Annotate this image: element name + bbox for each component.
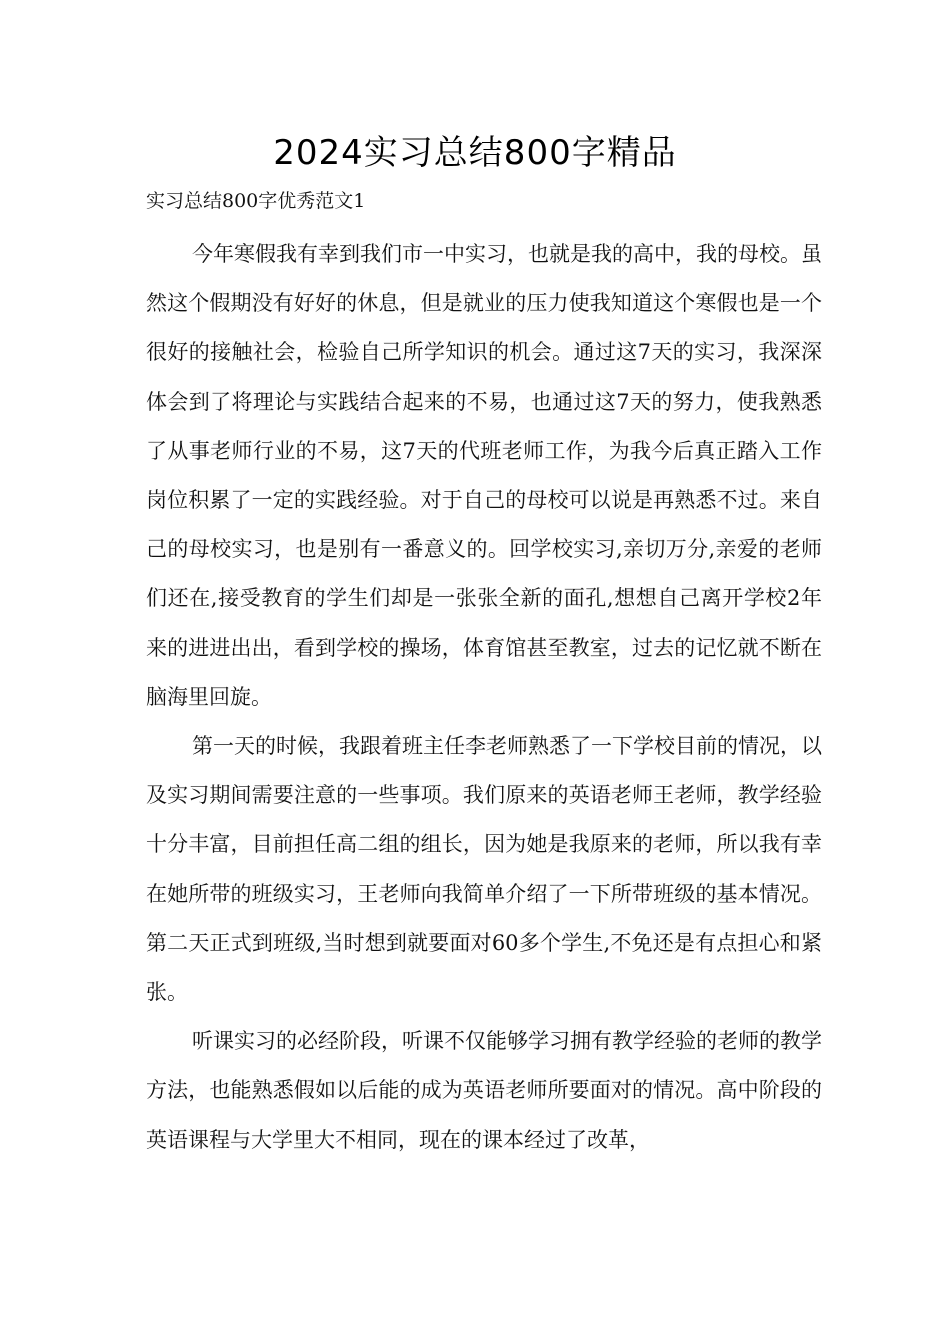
document-subtitle: 实习总结800字优秀范文1 [146,190,366,212]
document-title: 2024实习总结800字精品 [273,133,677,173]
paragraph-2: 第一天的时候，我跟着班主任李老师熟悉了一下学校目前的情况，以及实习期间需要注意的一些事项。我们原来的英语老师王老师，教学经验十分丰富，目前担任高二组的组长，因为她是我原来的老师，所以我有幸在她所带的班级实习，王老师向我简单介绍了一下所带班级的基本情况。第二天正式到班级,当时想到就要面对60多个学生,不免还是有点担心和紧张。 [146,734,822,1005]
document-body [146,230,822,1165]
paragraph-1: 今年寒假我有幸到我们市一中实习，也就是我的高中，我的母校。虽然这个假期没有好好的休息，但是就业的压力使我知道这个寒假也是一个很好的接触社会，检验自己所学知识的机会。通过这7天的实习，我深深体会到了将理论与实践结合起来的不易，也通过这7天的努力，使我熟悉了从事老师行业的不易，这7天的代班老师工作，为我今后真正踏入工作岗位积累了一定的实践经验。对于自己的母校可以说是再熟悉不过。来自己的母校实习，也是别有一番意义的。回学校实习,亲切万分,亲爱的老师们还在,接受教育的学生们却是一张张全新的面孔,想想自己离开学校2年来的进进出出，看到学校的操场，体育馆甚至教室，过去的记忆就不断在脑海里回旋。 [146,242,822,709]
paragraph-3: 听课实习的必经阶段，听课不仅能够学习拥有教学经验的老师的教学方法，也能熟悉假如以后能的成为英语老师所要面对的情况。高中阶段的英语课程与大学里大不相同，现在的课本经过了改革， [146,1029,822,1152]
